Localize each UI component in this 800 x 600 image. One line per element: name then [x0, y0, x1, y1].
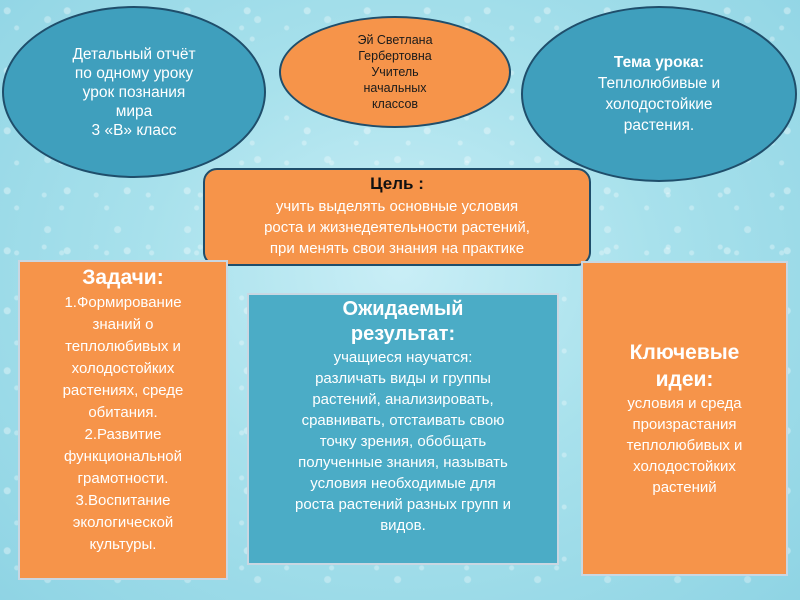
tasks-line: экологической	[72, 514, 174, 531]
key-ideas-line: холодостойких	[633, 458, 736, 475]
teacher-line: Эй Светлана	[357, 33, 433, 47]
goal-box	[203, 168, 591, 266]
teacher-line: классов	[371, 97, 419, 111]
expected-result-title: Ожидаемый	[342, 298, 464, 320]
lesson-topic-oval	[521, 6, 797, 182]
goal-line: при менять свои знания на практике	[269, 240, 525, 257]
teacher-oval	[279, 16, 511, 128]
lesson-report-line: урок познания	[82, 83, 186, 101]
goal-line: учить выделять основные условия	[275, 198, 519, 215]
key-ideas-line: растений	[652, 479, 717, 496]
expected-result-line: учащиеся научатся:	[333, 349, 473, 366]
tasks-line: 1.Формирование	[64, 294, 182, 311]
expected-result-line: роста растений разных групп и	[295, 496, 511, 513]
expected-result-line: сравнивать, отстаивать свою	[301, 412, 505, 429]
expected-result-line: различать виды и группы	[315, 370, 491, 387]
lesson-report-line: Детальный отчёт	[72, 45, 196, 63]
tasks-line: растениях, среде	[62, 382, 184, 399]
tasks-line: 2.Развитие	[84, 426, 162, 443]
lesson-report-line: 3 «В» класс	[91, 121, 177, 139]
key-ideas-title: Ключевые	[629, 341, 740, 364]
tasks-line: холодостойких	[71, 360, 175, 377]
lesson-topic-line: растения.	[623, 117, 695, 134]
teacher-line: Гербертовна	[358, 49, 432, 63]
tasks-title: Задачи:	[82, 266, 164, 289]
teacher-line: начальных	[363, 81, 427, 95]
expected-result-line: условия необходимые для	[310, 475, 496, 492]
key-ideas-line: условия и среда	[627, 395, 742, 412]
lesson-topic-line: Теплолюбивые и	[597, 75, 721, 92]
expected-result-line: точку зрения, обобщать	[319, 433, 487, 450]
lesson-report-oval	[2, 6, 266, 178]
key-ideas-box	[581, 261, 788, 576]
key-ideas-line: произрастания	[632, 416, 737, 433]
tasks-line: знаний о	[92, 316, 154, 333]
lesson-report-line: по одному уроку	[74, 64, 194, 82]
expected-result-line: полученные знания, называть	[298, 454, 508, 471]
expected-result-box	[247, 293, 559, 565]
tasks-line: функциональной	[63, 448, 183, 465]
tasks-line: культуры.	[89, 536, 157, 553]
tasks-line: теплолюбивых и	[65, 338, 181, 355]
teacher-line: Учитель	[371, 65, 419, 79]
lesson-topic-title: Тема урока:	[613, 54, 705, 71]
tasks-line: грамотности.	[77, 470, 169, 487]
lesson-topic-line: холодостойкие	[605, 96, 713, 113]
key-ideas-line: теплолюбивых и	[626, 437, 743, 454]
expected-result-title: результат:	[350, 323, 456, 345]
tasks-line: 3.Воспитание	[75, 492, 171, 509]
tasks-box	[18, 260, 228, 580]
expected-result-line: растений, анализировать,	[312, 391, 494, 408]
goal-title: Цель :	[370, 174, 424, 193]
lesson-report-line: мира	[115, 102, 153, 120]
expected-result-line: видов.	[380, 517, 426, 534]
key-ideas-title: идеи:	[655, 368, 714, 391]
tasks-line: обитания.	[88, 404, 158, 421]
goal-line: роста и жизнедеятельности растений,	[264, 219, 530, 236]
